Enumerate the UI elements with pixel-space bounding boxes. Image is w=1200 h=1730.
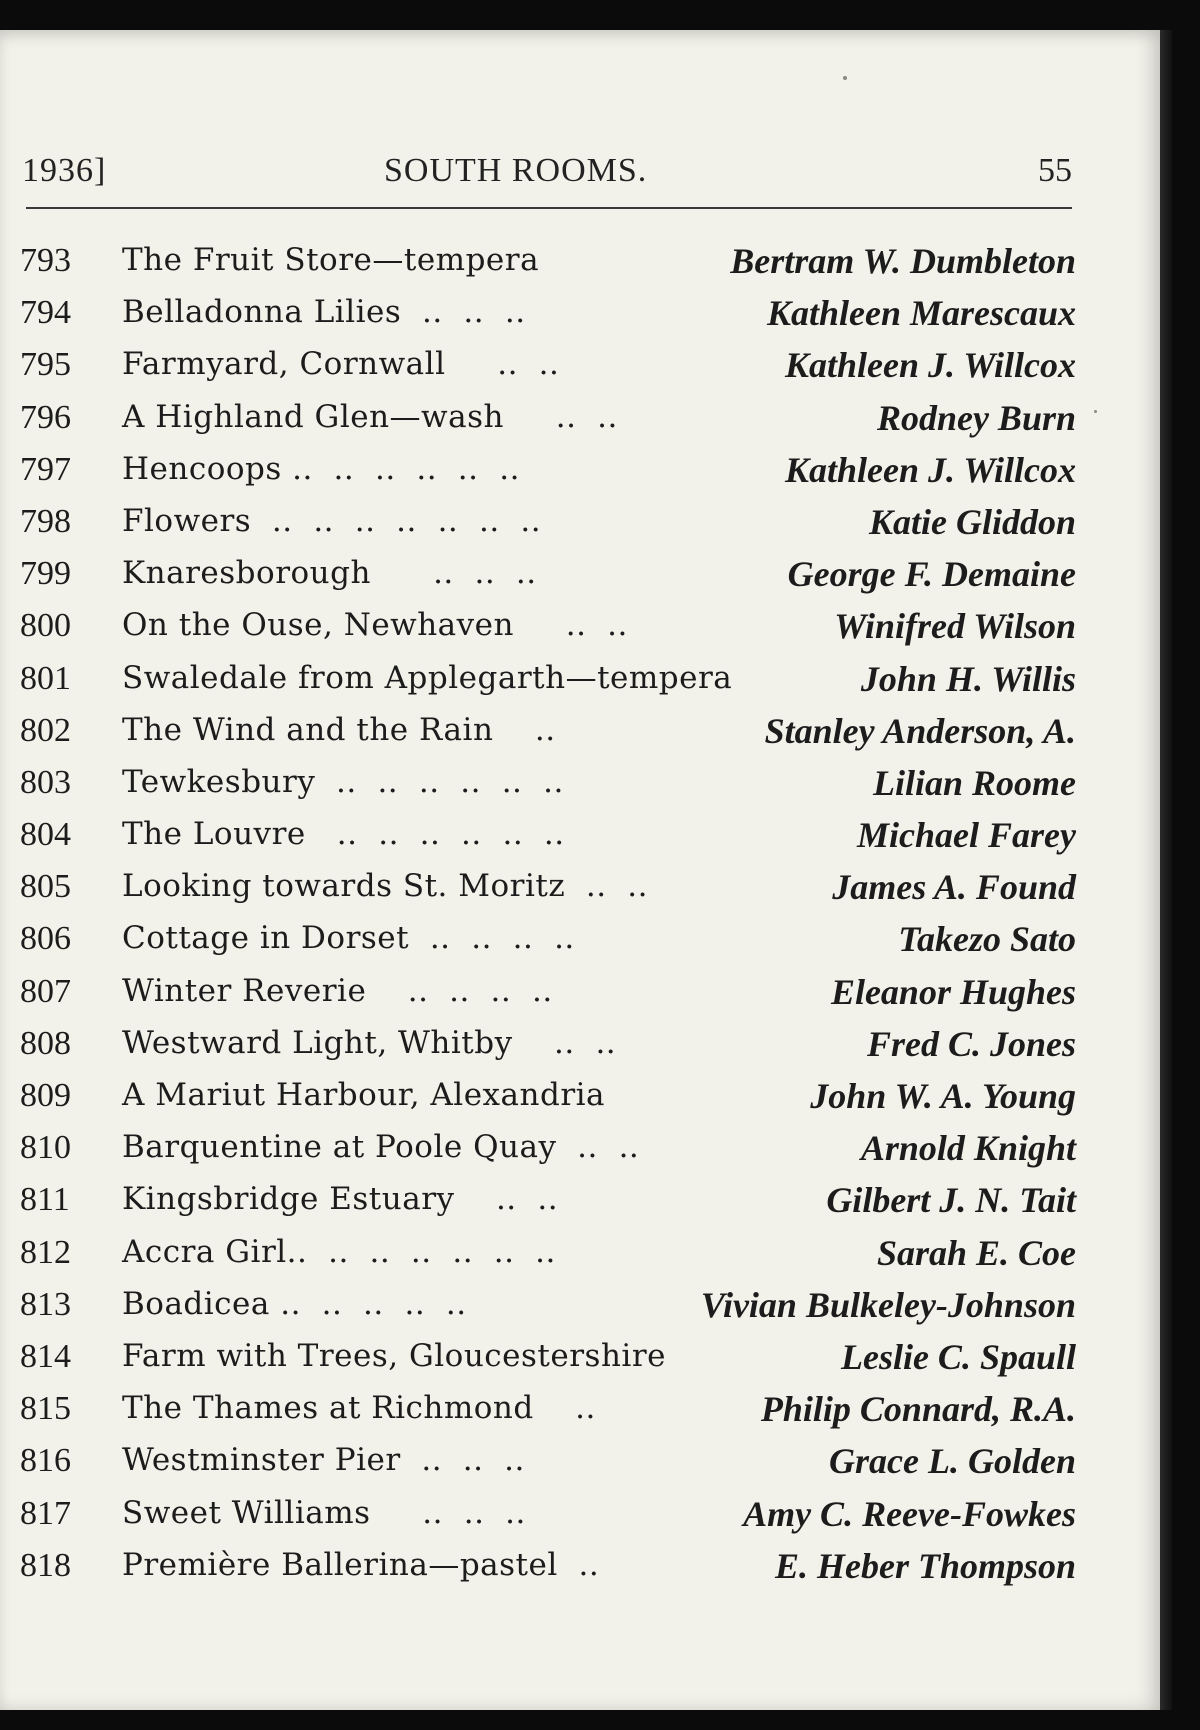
- entry-artist: Rodney Burn: [876, 397, 1076, 438]
- entry-title: The Louvre .. .. .. .. .. ..: [122, 816, 565, 853]
- entry-number: 817: [20, 1494, 71, 1532]
- entry-title: Farmyard, Cornwall .. ..: [122, 346, 560, 383]
- entry-number: 810: [20, 1129, 71, 1167]
- catalogue-entry: [20, 1541, 1076, 1593]
- page-edge-shadow: [1160, 30, 1172, 1710]
- catalogue-entry: [20, 1384, 1076, 1436]
- catalogue-entry: [20, 758, 1076, 810]
- entry-number: 795: [20, 346, 71, 384]
- catalogue-entry: [20, 1123, 1076, 1175]
- entry-number: 801: [20, 659, 71, 697]
- entry-artist: Kathleen J. Willcox: [784, 345, 1076, 386]
- entry-title: Tewkesbury .. .. .. .. .. ..: [122, 763, 564, 800]
- entry-number: 794: [20, 294, 71, 332]
- entry-number: 816: [20, 1442, 71, 1480]
- entry-title: Swaledale from Applegarth—tempera: [122, 659, 733, 696]
- entry-title: Boadicea .. .. .. .. ..: [122, 1285, 467, 1322]
- paper-speck: [843, 76, 847, 80]
- entry-title: Barquentine at Poole Quay .. ..: [122, 1129, 640, 1166]
- entry-artist: Sarah E. Coe: [876, 1232, 1076, 1273]
- entry-number: 805: [20, 868, 71, 906]
- entry-number: 800: [20, 607, 71, 645]
- entry-artist: George F. Demaine: [787, 554, 1076, 595]
- entry-number: 818: [20, 1546, 71, 1584]
- entry-number: 812: [20, 1233, 71, 1271]
- entry-artist: James A. Found: [832, 867, 1076, 908]
- entry-artist: Takezo Sato: [898, 919, 1076, 960]
- entry-artist: Winifred Wilson: [834, 606, 1076, 647]
- entry-title: A Mariut Harbour, Alexandria: [122, 1077, 606, 1113]
- entry-number: 806: [20, 920, 71, 958]
- catalogue-entry: [20, 601, 1076, 653]
- entry-artist: Kathleen J. Willcox: [784, 449, 1076, 490]
- page-number: 55: [1038, 152, 1072, 189]
- catalogue-entry: [20, 967, 1076, 1019]
- entry-title: The Thames at Richmond ..: [122, 1390, 596, 1427]
- entry-title: Westminster Pier .. .. ..: [122, 1442, 525, 1479]
- entry-number: 809: [20, 1077, 71, 1114]
- entry-title: The Fruit Store—tempera: [122, 242, 540, 278]
- catalogue-entries: [20, 236, 1076, 1593]
- catalogue-entry: [20, 706, 1076, 758]
- entry-number: 798: [20, 502, 71, 540]
- catalogue-entry: [20, 549, 1076, 601]
- entry-title: On the Ouse, Newhaven .. ..: [122, 607, 628, 644]
- entry-number: 815: [20, 1390, 71, 1428]
- entry-artist: Vivian Bulkeley-Johnson: [700, 1284, 1076, 1325]
- catalogue-entry: [20, 1436, 1076, 1488]
- entry-number: 813: [20, 1285, 71, 1323]
- catalogue-entry: [20, 445, 1076, 497]
- entry-number: 811: [20, 1181, 70, 1219]
- entry-artist: Grace L. Golden: [829, 1441, 1076, 1482]
- catalogue-entry: [20, 1489, 1076, 1541]
- entry-number: 803: [20, 763, 71, 801]
- catalogue-entry: [20, 1228, 1076, 1280]
- entry-number: 814: [20, 1337, 71, 1375]
- entry-number: 804: [20, 816, 71, 854]
- catalogue-entry: [20, 288, 1076, 340]
- entry-artist: Michael Farey: [857, 815, 1076, 856]
- entry-artist: Lilian Roome: [872, 762, 1076, 803]
- catalogue-entry: [20, 497, 1076, 549]
- catalogue-entry: [20, 914, 1076, 966]
- entry-title: The Wind and the Rain ..: [122, 711, 556, 748]
- entry-title: Belladonna Lilies .. .. ..: [122, 294, 526, 331]
- entry-artist: Philip Connard, R.A.: [760, 1389, 1076, 1430]
- catalogue-entry: [20, 340, 1076, 392]
- paper-speck: [1094, 410, 1097, 413]
- entry-title: Kingsbridge Estuary .. ..: [122, 1181, 559, 1218]
- entry-artist: Fred C. Jones: [866, 1023, 1076, 1064]
- entry-title: Winter Reverie .. .. .. ..: [122, 972, 553, 1009]
- header-section-title: SOUTH ROOMS.: [384, 152, 648, 189]
- catalogue-entry: [20, 1071, 1076, 1123]
- entry-number: 799: [20, 555, 71, 593]
- entry-artist: Katie Gliddon: [868, 501, 1076, 542]
- entry-title: Hencoops .. .. .. .. .. ..: [122, 450, 520, 487]
- catalogue-entry: [20, 1019, 1076, 1071]
- header-rule: [26, 207, 1072, 209]
- entry-artist: Leslie C. Spaull: [840, 1336, 1076, 1377]
- entry-artist: Bertram W. Dumbleton: [730, 241, 1076, 281]
- entry-title: Looking towards St. Moritz .. ..: [122, 868, 649, 905]
- entry-number: 807: [20, 972, 71, 1010]
- entry-artist: E. Heber Thompson: [774, 1545, 1076, 1586]
- catalogue-entry: [20, 654, 1076, 706]
- entry-title: Westward Light, Whitby .. ..: [122, 1024, 617, 1061]
- entry-title: Cottage in Dorset .. .. .. ..: [122, 920, 575, 957]
- entry-artist: John H. Willis: [860, 658, 1076, 699]
- entry-artist: Kathleen Marescaux: [766, 293, 1076, 334]
- catalogue-entry: [20, 810, 1076, 862]
- entry-artist: John W. A. Young: [810, 1076, 1076, 1116]
- entry-title: Farm with Trees, Gloucestershire: [122, 1337, 666, 1374]
- catalogue-entry: [20, 1280, 1076, 1332]
- entry-artist: Arnold Knight: [860, 1128, 1076, 1169]
- catalogue-entry: [20, 1332, 1076, 1384]
- entry-number: 797: [20, 450, 71, 488]
- entry-artist: Eleanor Hughes: [830, 971, 1076, 1012]
- catalogue-entry: [20, 236, 1076, 288]
- catalogue-entry: [20, 1175, 1076, 1227]
- entry-title: Knaresborough .. .. ..: [122, 555, 537, 592]
- entry-number: 793: [20, 242, 71, 279]
- entry-number: 802: [20, 711, 71, 749]
- running-header: [22, 152, 1072, 192]
- entry-artist: Gilbert J. N. Tait: [826, 1180, 1076, 1221]
- entry-number: 808: [20, 1024, 71, 1062]
- catalogue-entry: [20, 862, 1076, 914]
- entry-title: Première Ballerina—pastel ..: [122, 1546, 600, 1583]
- entry-number: 796: [20, 398, 71, 436]
- catalogue-entry: [20, 393, 1076, 445]
- entry-artist: Amy C. Reeve-Fowkes: [743, 1493, 1076, 1534]
- header-year: 1936]: [22, 152, 107, 189]
- entry-title: A Highland Glen—wash .. ..: [122, 398, 618, 435]
- entry-title: Sweet Williams .. .. ..: [122, 1494, 526, 1531]
- entry-title: Accra Girl.. .. .. .. .. .. ..: [122, 1233, 556, 1270]
- entry-title: Flowers .. .. .. .. .. .. ..: [122, 502, 542, 539]
- entry-artist: Stanley Anderson, A.: [764, 710, 1076, 751]
